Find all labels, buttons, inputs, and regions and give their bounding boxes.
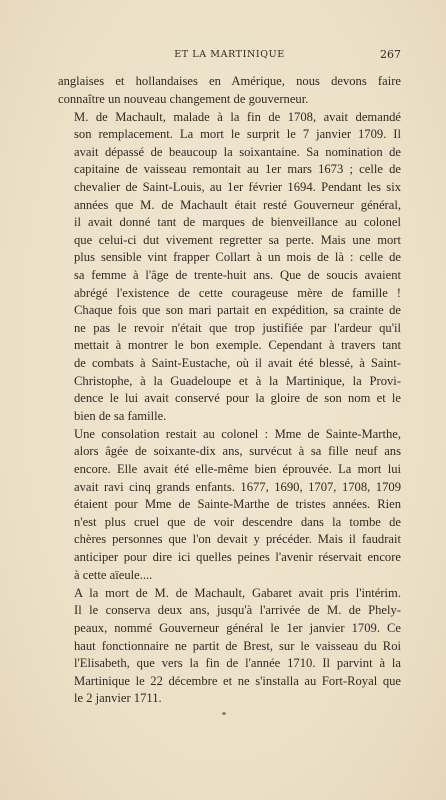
page-header	[58, 49, 401, 63]
text-line: le 2 janvier 1711.	[74, 691, 162, 706]
text-line: avait ravi cinq grands enfants. 1677, 1690, 1707, 1708, 1709	[74, 479, 401, 494]
text-line: A la mort de M. de Machault, Gabaret avait pris l'intérim.	[74, 585, 401, 600]
text-line: abrégé l'existence de cette courageuse mère de famille !	[74, 285, 401, 300]
body-text	[58, 73, 401, 708]
text-line: anglaises et hollandaises en Amérique, nous devons faire	[58, 74, 401, 88]
text-line: son remplacement. La mort le surprit le 7 janvier 1709. Il	[74, 127, 401, 142]
text-line: il avait donné tant de marques de bienveillance au colonel	[74, 215, 401, 230]
text-line: haut fonctionnaire ne partit de Brest, sur le vaisseau du Roi	[74, 638, 401, 653]
page-number: 267	[380, 48, 401, 61]
text-line: alors âgée de soixante-dix ans, survécut à sa fille neuf ans	[74, 444, 401, 459]
text-line: l'Elisabeth, que vers la fin de l'année 1710. Il parvint à la	[74, 656, 401, 671]
text-line: Martinique le 22 décembre et ne s'installa au Fort-Royal que	[74, 673, 401, 688]
text-line: avait dépassé de beaucoup la soixantaine. Sa nomination de	[74, 144, 401, 159]
paragraph	[58, 585, 401, 708]
text-line: M. de Machault, malade à la fin de 1708, avait demandé	[74, 109, 401, 124]
running-head: ET LA MARTINIQUE	[174, 49, 285, 60]
text-line: Il le conserva deux ans, jusqu'à l'arrivée de M. de Phely-	[74, 603, 401, 618]
text-line: n'est plus cruel que de voir descendre dans la tombe de	[74, 514, 401, 529]
ink-speck	[222, 712, 226, 715]
text-line: à cette aïeule....	[74, 567, 153, 582]
text-line: dence le lui avait conservé pour la gloire de son nom et le	[74, 391, 401, 406]
text-line: anticiper pour dire ici quelles peines l'avenir réservait encore	[74, 550, 401, 565]
text-line: chevalier de Saint-Louis, au 1er février 1694. Pendant les six	[74, 180, 401, 195]
text-line: Christophe, à la Guadeloupe et à la Martinique, la Provi-	[74, 373, 401, 388]
text-line: années que M. de Machault était resté Gouverneur général,	[74, 197, 401, 212]
text-line: sa femme à l'âge de trente-huit ans. Que de soucis avaient	[74, 268, 401, 283]
text-line: encore. Elle avait été elle-même bien éprouvée. La mort lui	[74, 462, 401, 477]
paragraph	[58, 73, 401, 108]
text-line: plus sensible vint frapper Collart à un mois de là : celle de	[74, 250, 401, 265]
text-line: de combats à Saint-Eustache, où il avait été blessé, à Saint-	[74, 356, 401, 370]
text-line: que celui-ci dut vivement regretter sa perte. Mais une mort	[74, 232, 401, 247]
text-line: peaux, nommé Gouverneur général le 1er janvier 1709. Ce	[74, 620, 401, 635]
text-line: chères personnes que l'on devait y précéder. Mais il faudrait	[74, 532, 401, 547]
text-line: étaient pour Mme de Sainte-Marthe de tristes années. Rien	[74, 497, 401, 512]
text-line: Une consolation restait au colonel : Mme de Sainte-Marthe,	[74, 426, 401, 441]
text-line: bien de sa famille.	[74, 408, 167, 423]
text-line: mettait à montrer le bon exemple. Cependant à travers tant	[74, 338, 401, 353]
text-line: capitaine de vaisseau remontait au 1er mars 1673 ; celle de	[74, 162, 401, 177]
text-line: connaître un nouveau changement de gouverneur.	[58, 91, 309, 106]
text-line: Chaque fois que son mari partait en expédition, sa crainte de	[74, 303, 401, 318]
text-line: ne pas le revoir n'était que trop justifiée par l'ardeur qu'il	[74, 320, 401, 335]
paragraph	[58, 426, 401, 584]
paragraph	[58, 109, 401, 426]
